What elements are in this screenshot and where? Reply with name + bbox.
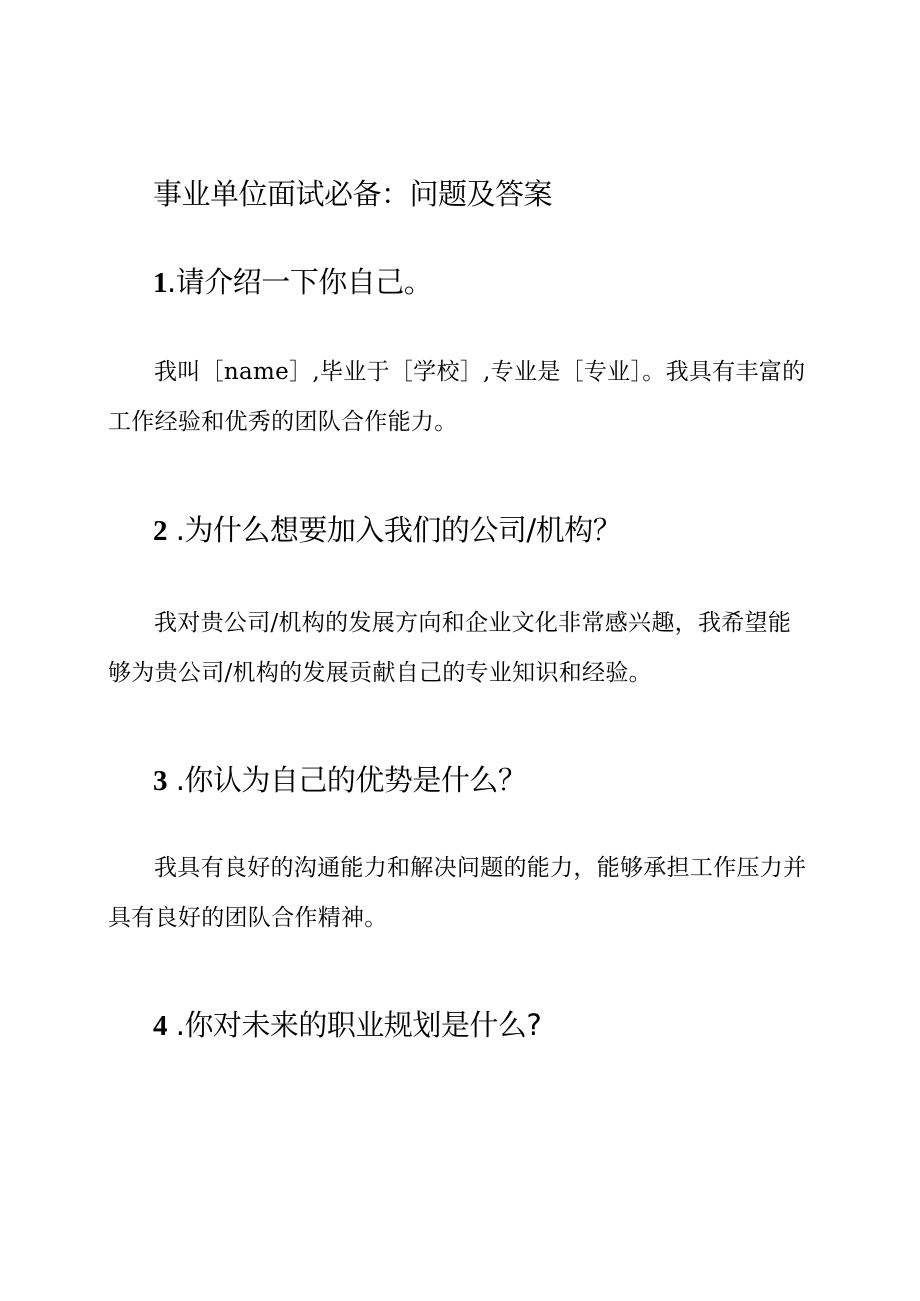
document-title: 事业单位面试必备：问题及答案 [153, 177, 553, 211]
question-text: .为什么想要加入我们的公司/机构？ [167, 513, 622, 547]
answer-2: 我对贵公司/机构的发展方向和企业文化非常感兴趣，我希望能够为贵公司/机构的发展贡献自己的专业知识和经验。 [108, 610, 792, 686]
question-text: .你对未来的职业规划是什么? [167, 1008, 542, 1042]
answer-3: 我具有良好的沟通能力和解决问题的能力，能够承担工作压力并具有良好的团队合作精神。 [108, 855, 807, 931]
question-3 [153, 758, 526, 803]
question-number: 4 [153, 1010, 167, 1042]
question-4 [153, 1003, 541, 1048]
question-number: 3 [153, 765, 167, 797]
question-text: .请介绍一下你自己。 [167, 265, 433, 299]
question-1 [153, 260, 432, 305]
question-number: 2 [153, 515, 167, 547]
question-2 [153, 508, 621, 553]
question-text: .你认为自己的优势是什么？ [167, 763, 527, 797]
answer-1: 我叫［name］,毕业于［学校］,专业是［专业］。我具有丰富的工作经验和优秀的团队合作能力。 [108, 359, 806, 435]
question-number: 1 [153, 267, 167, 299]
